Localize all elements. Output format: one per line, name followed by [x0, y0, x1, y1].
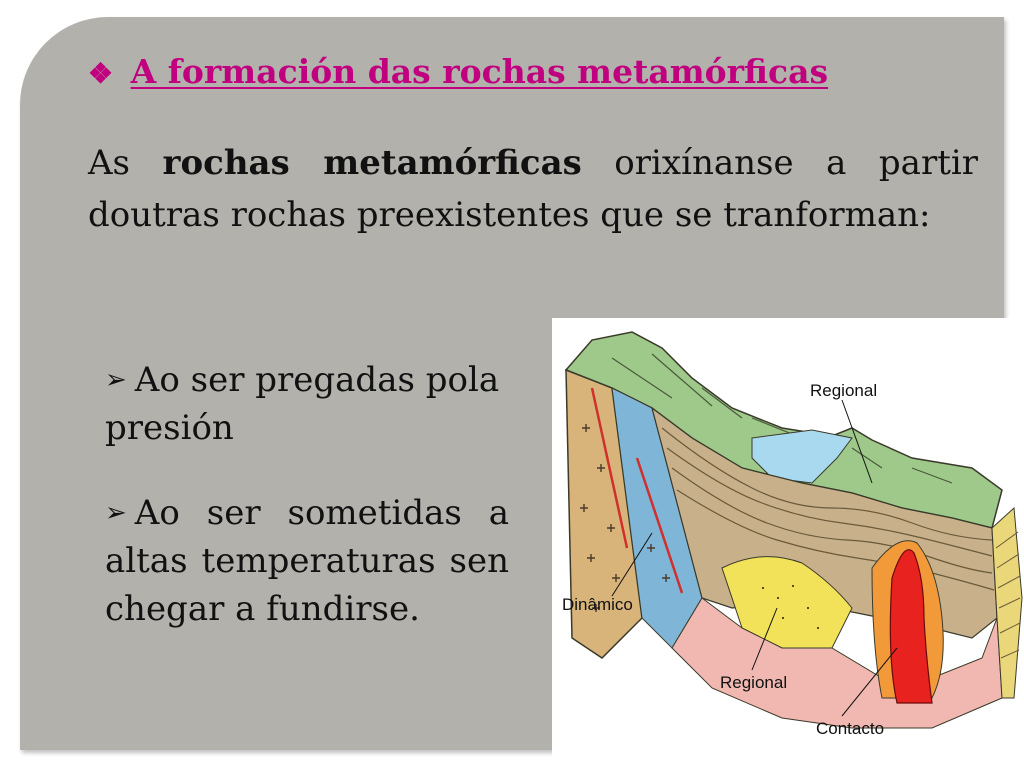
intro-suffix: orixínanse a partir doutras rochas preexistentes que se tranforman:: [88, 143, 978, 235]
intro-bold: rochas metamórficas: [162, 143, 582, 183]
bullet-point-text: Ao ser pregadas pola presión: [105, 360, 500, 448]
bullet-point-temperature: [105, 489, 509, 633]
label-regional-top: Regional: [810, 381, 878, 400]
intro-prefix: As: [88, 143, 163, 183]
bullet-point-pressure: [105, 356, 509, 452]
title-text: A formación das rochas metamórficas: [130, 52, 829, 91]
arrow-bullet-icon: ➢: [105, 365, 127, 395]
label-contacto: Contacto: [816, 719, 885, 738]
label-dinamico: Dinâmico: [562, 595, 633, 614]
label-regional-bottom: Regional: [720, 673, 788, 692]
bullet-point-text: Ao ser sometidas a altas temperaturas sen chegar a fundirse.: [105, 493, 509, 629]
slide-title: [88, 52, 828, 91]
block-diagram-svg: [552, 318, 1024, 768]
metamorphism-diagram: [552, 318, 1024, 768]
diamond-bullet-icon: ❖: [88, 57, 114, 90]
intro-paragraph: [88, 137, 978, 241]
arrow-bullet-icon: ➢: [105, 498, 127, 528]
